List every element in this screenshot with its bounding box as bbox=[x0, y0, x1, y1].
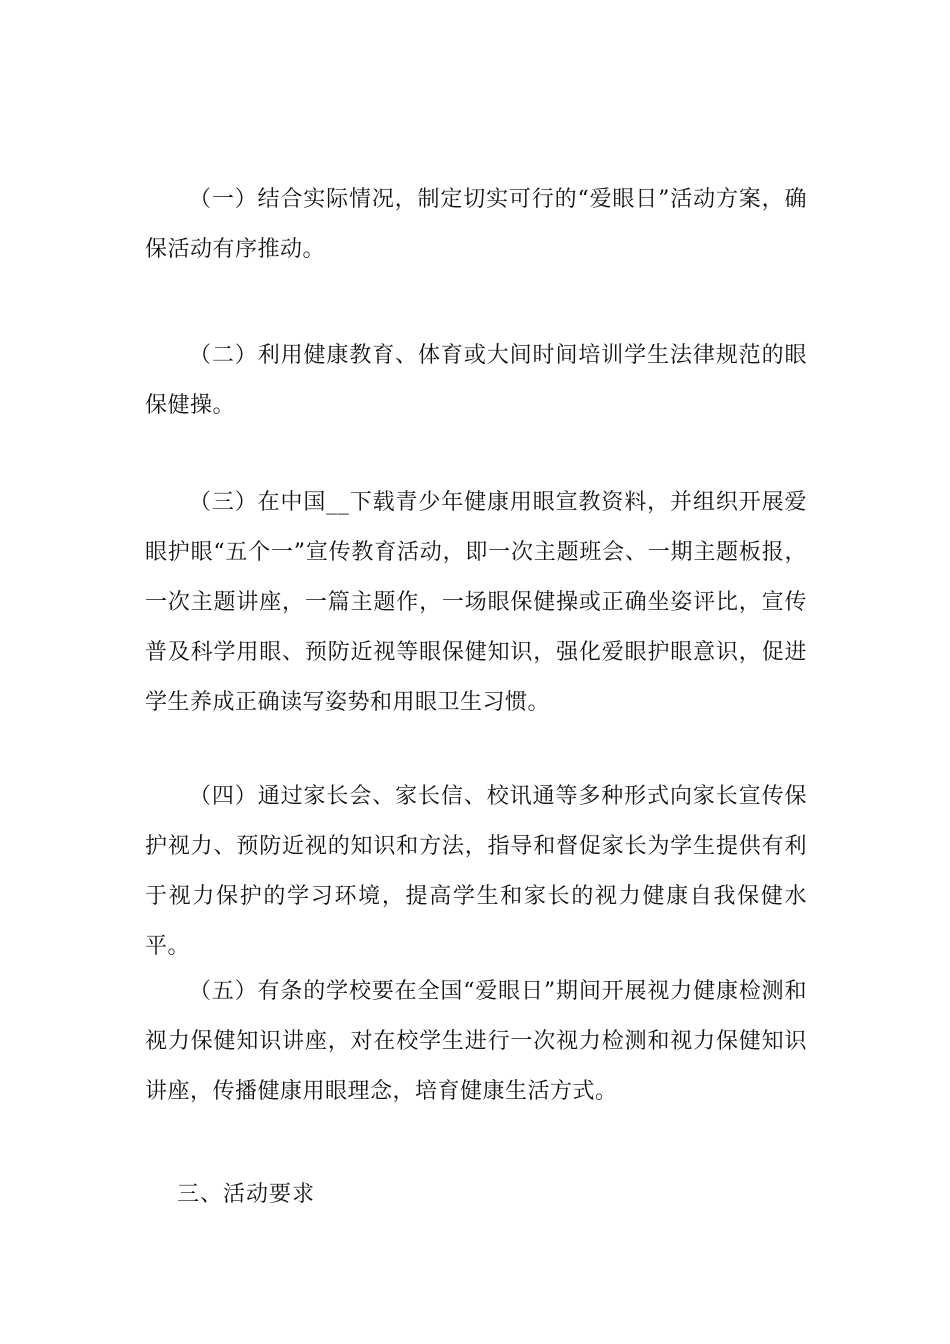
paragraph-3: （三）在中国__下载青少年健康用眼宣教资料，并组织开展爱眼护眼“五个一”宣传教育活动，即一次主题班会、一期主题板报，一次主题讲座，一篇主题作，一场眼保健操或正确坐姿评比，宣传普及科学用眼、预防近视等眼保健知识，强化爱眼护眼意识，促进学生养成正确读写姿势和用眼卫生习惯。 bbox=[145, 490, 807, 715]
section-heading: 三、活动要求 bbox=[177, 1182, 316, 1207]
paragraph-2: （二）利用健康教育、体育或大间时间培训学生法律规范的眼保健操。 bbox=[145, 343, 807, 418]
paragraph-4: （四）通过家长会、家长信、校讯通等多种形式向家长宣传保护视力、预防近视的知识和方法，指导和督促家长为学生提供有利于视力保护的学习环境，提高学生和家长的视力健康自我保健水平。 bbox=[145, 784, 807, 959]
paragraph-1: （一）结合实际情况，制定切实可行的“爱眼日”活动方案，确保活动有序推动。 bbox=[145, 187, 807, 262]
paragraph-5: （五）有条的学校要在全国“爱眼日”期间开展视力健康检测和视力保健知识讲座，对在校学生进行一次视力检测和视力保健知识讲座，传播健康用眼理念，培育健康生活方式。 bbox=[145, 979, 807, 1104]
